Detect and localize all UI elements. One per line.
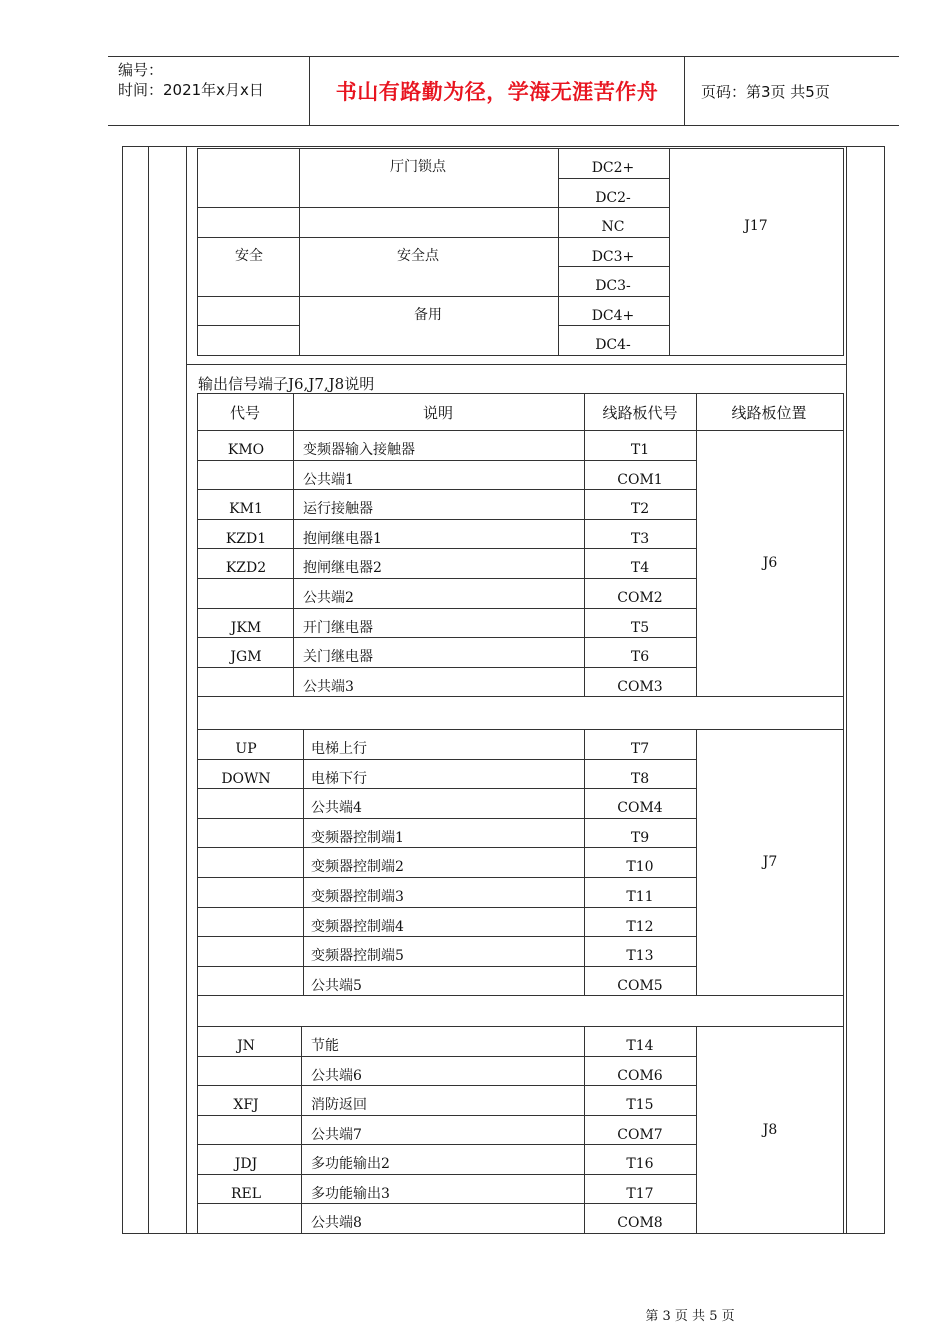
j8-col-line [696,1026,697,1233]
j6-code-cell: JGM [230,649,262,665]
j8-desc-cell: 节能 [311,1038,339,1054]
j17-row-line [558,178,669,179]
j7-board-cell: T7 [630,741,650,757]
col-header-board-code: 线路板代号 [602,404,678,422]
header-col-line [843,393,844,430]
j8-code-cell: JDJ [234,1156,258,1172]
j6-col-line [584,430,585,696]
j6-code-cell: KMO [227,442,265,458]
j8-col-line [197,1026,198,1233]
j6-top [197,430,844,431]
j8-row-line [197,1174,696,1175]
j17-row-line [558,207,669,208]
j7-row-line [197,936,696,937]
j8-code-cell: XFJ [233,1097,259,1113]
j7-desc-cell: 变频器控制端3 [311,889,404,905]
j8-col-line [301,1026,302,1233]
spacer-col-line [843,995,844,1026]
j6-row-line [197,637,696,638]
j8-col-line [843,1026,844,1233]
col-header-desc: 说明 [422,404,454,422]
j7-desc-cell: 公共端4 [311,800,362,816]
j6-board-cell: T6 [630,649,650,665]
j6-desc-cell: 关门继电器 [303,649,373,665]
j7-board-cell: T13 [626,948,654,964]
j17-col-line [669,148,670,355]
j17-col-line [197,148,198,355]
j17-col-line [558,148,559,355]
j7-col-line [197,729,198,995]
j8-row-line [197,1115,696,1116]
j8-desc-cell: 公共端6 [311,1068,362,1084]
j7-code-cell: DOWN [221,771,271,787]
j8-board-cell: T14 [626,1038,654,1054]
j17-row-line [197,296,558,297]
j6-board-cell: T2 [630,501,650,517]
j7-board-cell: T12 [626,919,654,935]
j7-row-line [197,907,696,908]
header-top [197,393,844,394]
j8-row-line [197,1203,696,1204]
j8-board-cell: COM6 [617,1068,663,1084]
j8-desc-cell: 公共端7 [311,1127,362,1143]
time-label: 时间：2021年x月x日 [118,81,264,99]
j7-desc-cell: 变频器控制端5 [311,948,404,964]
outer-column-line [846,146,847,1233]
j7-row-line [197,966,696,967]
j7-desc-cell: 变频器控制端4 [311,919,404,935]
j17-position: J17 [744,218,768,234]
j6-bottom [197,696,844,697]
j8-board-cell: T16 [626,1156,654,1172]
j7-col-line [584,729,585,995]
j6-desc-cell: 开门继电器 [303,620,373,636]
j6-desc-cell: 公共端3 [303,679,354,695]
j7-board-cell: T8 [630,771,650,787]
header-col-line [293,393,294,430]
j6-col-line [843,430,844,696]
j17-row-line [558,266,669,267]
spacer-col-line [843,696,844,729]
j6-desc-cell: 抱闸继电器2 [303,560,382,576]
j6-row-line [197,578,696,579]
j7-top [197,729,844,730]
j7-desc-cell: 电梯下行 [311,771,367,787]
j7-position: J7 [762,854,778,870]
j8-code-cell: REL [230,1186,262,1202]
j6-row-line [197,667,696,668]
j7-desc-cell: 变频器控制端2 [311,859,404,875]
j6-row-line [197,548,696,549]
j7-desc-cell: 变频器控制端1 [311,830,404,846]
j17-group-label: 安全 [235,248,263,264]
j8-board-cell: COM8 [617,1215,663,1231]
j6-board-cell: COM2 [617,590,663,606]
j17-desc-cell: 安全点 [397,248,439,264]
outer-column-line [186,146,187,1233]
j17-code-cell: DC2- [595,190,631,206]
j6-row-line [197,608,696,609]
j7-board-cell: T11 [626,889,654,905]
j6-row-line [197,489,696,490]
j7-bottom [197,995,844,996]
j7-code-cell: UP [235,741,257,757]
j6-code-cell: JKM [230,620,262,636]
j17-desc-cell: 厅门锁点 [390,159,446,175]
j7-board-cell: T10 [626,859,654,875]
j8-top [197,1026,844,1027]
j6-code-cell: KZD1 [225,531,267,547]
page-header [108,56,899,126]
j8-row-line [197,1085,696,1086]
j17-row-line [558,296,669,297]
page-info-text: 页码：第3页 共5页 [701,82,830,101]
j17-row-line [558,325,669,326]
j6-col-line [293,430,294,696]
number-label: 编号： [118,61,164,79]
outer-frame-top [122,146,885,147]
j8-code-cell: JN [237,1038,255,1054]
j17-code-cell: DC3+ [591,249,635,265]
j6-row-line [197,460,696,461]
j6-board-cell: T3 [630,531,650,547]
j8-row-line [197,1056,696,1057]
j6-board-cell: T4 [630,560,650,576]
outer-frame-right [884,146,885,1233]
j7-col-line [303,729,304,995]
j17-row-line [197,207,558,208]
j17-row-line [197,325,299,326]
j6-desc-cell: 公共端2 [303,590,354,606]
j7-row-line [197,788,696,789]
col-header-board-pos: 线路板位置 [731,404,807,422]
header-col-line [696,393,697,430]
j7-row-line [197,818,696,819]
j6-code-cell: KZD2 [225,560,267,576]
j17-code-cell: NC [601,219,625,235]
j17-row-line [558,237,669,238]
j6-board-cell: T1 [630,442,650,458]
j7-row-line [197,847,696,848]
j8-desc-cell: 消防返回 [311,1097,367,1113]
outer-frame-left [122,146,123,1233]
j8-desc-cell: 多功能输出3 [311,1186,390,1202]
j8-board-cell: T17 [626,1186,654,1202]
j8-col-line [584,1026,585,1233]
j6-desc-cell: 抱闸继电器1 [303,531,382,547]
j7-board-cell: T9 [630,830,650,846]
j8-desc-cell: 多功能输出2 [311,1156,390,1172]
section-title: 输出信号端子J6,J7,J8说明 [198,375,375,393]
j7-row-line [197,877,696,878]
j7-col-line [843,729,844,995]
j6-board-cell: COM3 [617,679,663,695]
spacer-col-line [197,995,198,1026]
j6-desc-cell: 公共端1 [303,472,354,488]
j6-board-cell: COM1 [617,472,663,488]
j17-col-line [843,148,844,355]
spacer-col-line [197,696,198,729]
j17-code-cell: DC4+ [591,308,635,324]
header-motto: 书山有路勤为径，学海无涯苦作舟 [309,57,685,125]
page-footer: 第 3 页 共 5 页 [645,1309,735,1324]
j6-board-cell: T5 [630,620,650,636]
j6-desc-cell: 变频器输入接触器 [303,442,415,458]
j8-row-line [197,1144,696,1145]
header-col-line [584,393,585,430]
j7-col-line [696,729,697,995]
j6-desc-cell: 运行接触器 [303,501,373,517]
j8-desc-cell: 公共端8 [311,1215,362,1231]
j17-top [197,148,844,149]
header-col-line [197,393,198,430]
j17-bottom [197,355,844,356]
header-page-info [693,57,899,125]
j8-position: J8 [762,1122,778,1138]
j7-desc-cell: 电梯上行 [311,741,367,757]
j6-col-line [197,430,198,696]
j17-code-cell: DC3- [595,278,631,294]
j6-row-line [197,519,696,520]
j8-board-cell: COM7 [617,1127,663,1143]
col-header-code: 代号 [229,404,261,422]
j7-board-cell: COM4 [617,800,663,816]
j17-col-line [299,148,300,355]
j6-code-cell: KM1 [229,501,263,517]
j6-position: J6 [762,555,778,571]
j17-code-cell: DC4- [595,337,631,353]
j6-col-line [696,430,697,696]
j8-board-cell: T15 [626,1097,654,1113]
header-meta [108,57,309,125]
j7-desc-cell: 公共端5 [311,978,362,994]
section-divider [186,364,846,365]
j8-bottom [197,1233,844,1234]
j17-row-line [197,237,558,238]
outer-column-line [148,146,149,1233]
j17-desc-cell: 备用 [414,307,442,323]
j7-row-line [197,759,696,760]
j17-code-cell: DC2+ [591,160,635,176]
j7-board-cell: COM5 [617,978,663,994]
